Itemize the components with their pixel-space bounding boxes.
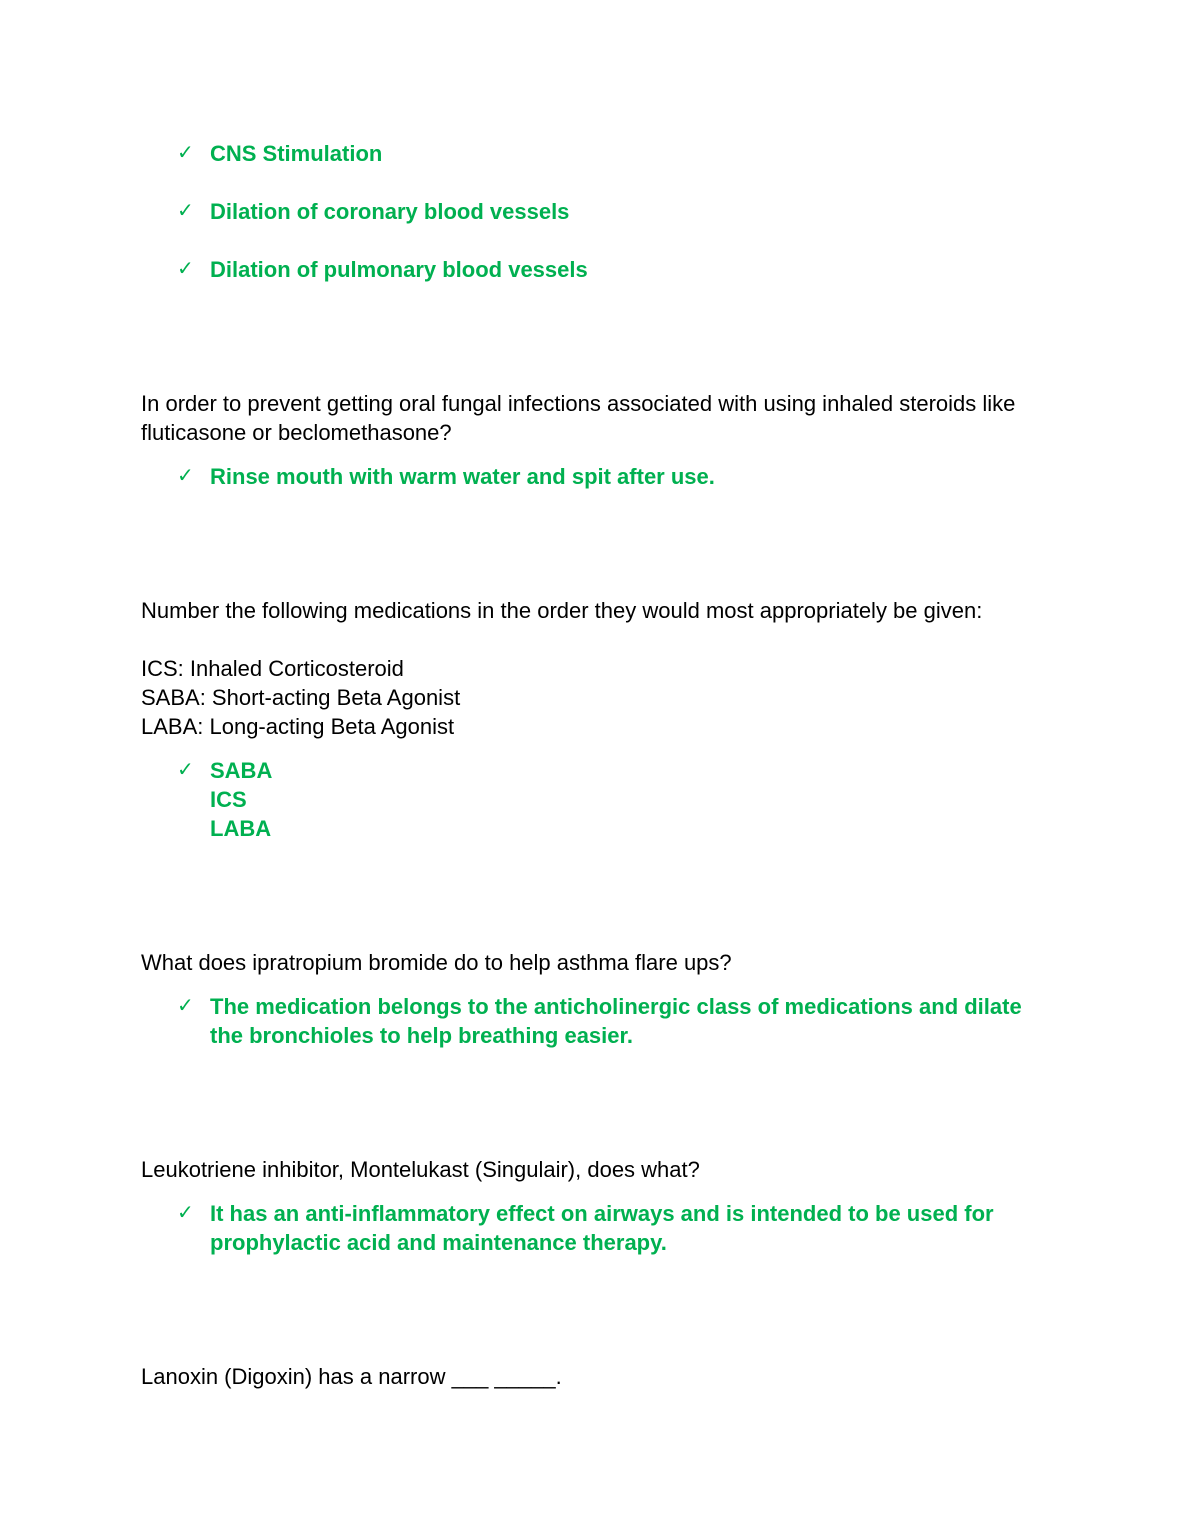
answer-text <box>210 756 1057 843</box>
answer-rinse-mouth <box>177 462 1057 491</box>
definition-ics: ICS: Inhaled Corticosteroid <box>141 656 404 681</box>
answer-item-coronary-dilation <box>177 197 1057 226</box>
answer-text: Rinse mouth with warm water and spit after use. <box>210 464 715 489</box>
answer-item-cns-stimulation <box>177 139 1057 168</box>
answer-text: Dilation of coronary blood vessels <box>210 199 570 224</box>
check-icon: ✓ <box>177 995 194 1017</box>
answer-text: CNS Stimulation <box>210 141 383 166</box>
check-icon: ✓ <box>177 200 194 222</box>
answer-montelukast <box>177 1199 1057 1257</box>
check-icon: ✓ <box>177 759 194 781</box>
question-ipratropium: What does ipratropium bromide do to help asthma flare ups? <box>141 950 732 975</box>
answer-medication-order <box>177 756 1057 843</box>
answer-line-ics: ICS <box>210 787 247 812</box>
definition-saba: SABA: Short-acting Beta Agonist <box>141 685 461 710</box>
answer-line-laba: LABA <box>210 816 272 841</box>
answer-text: It has an anti-inflammatory effect on airways and is intended to be used for prophylactic acid and maintenance therapy. <box>210 1201 994 1255</box>
check-icon: ✓ <box>177 142 194 164</box>
definition-list <box>141 654 1061 741</box>
question-medication-order: Number the following medications in the order they would most appropriately be given: <box>141 598 983 623</box>
answer-item-pulmonary-dilation <box>177 255 1057 284</box>
question-digoxin: Lanoxin (Digoxin) has a narrow ___ _____. <box>141 1364 562 1389</box>
check-icon: ✓ <box>177 258 194 280</box>
answer-line-saba: SABA <box>210 758 273 783</box>
check-icon: ✓ <box>177 1202 194 1224</box>
definition-laba: LABA: Long-acting Beta Agonist <box>141 714 455 739</box>
answer-ipratropium <box>177 992 1057 1050</box>
answer-text: Dilation of pulmonary blood vessels <box>210 257 588 282</box>
answer-text: The medication belongs to the anticholinergic class of medications and dilate the bronchioles to help breathing easier. <box>210 994 1022 1048</box>
question-oral-fungal: In order to prevent getting oral fungal infections associated with using inhaled steroids like fluticasone or beclomethasone? <box>141 391 1016 445</box>
question-montelukast: Leukotriene inhibitor, Montelukast (Singulair), does what? <box>141 1157 700 1182</box>
check-icon: ✓ <box>177 465 194 487</box>
